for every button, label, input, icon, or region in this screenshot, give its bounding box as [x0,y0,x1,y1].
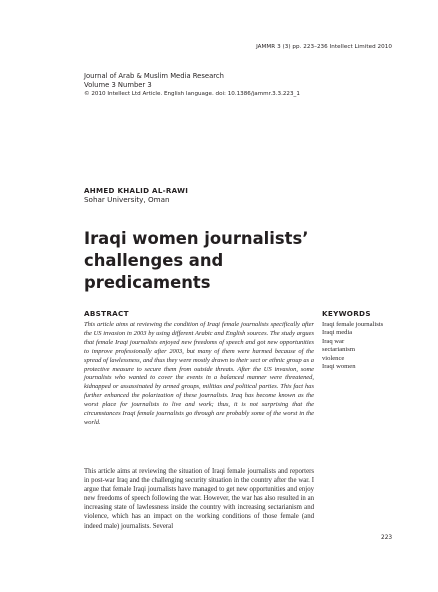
author-affiliation: Sohar University, Oman [84,195,170,204]
journal-volume: Volume 3 Number 3 [84,81,152,90]
keyword-item: Iraqi female journalists [322,321,384,328]
article-title: Iraqi women journalists’ challenges and predicaments [84,229,309,292]
abstract-text: This article aims at reviewing the condition of Iraqi female journalists specifically after the US invasion in 2003 by using different Arabic and English sources. The study argues that female Iraqi journalists enjoyed new freedoms of speech and got new opportunities to improve professionally after 2003, but many of them were harmed because of the spread of lawlessness, and thus they were mostly drawn to their sect or ethnic group as a protective measure to secure them from outside threats. After the US invasion, some journalists who wanted to cover the events in a balanced manner were threatened, kidnapped or assassinated by armed groups, militias and political parties. This fact has further enhanced the polarization of these journalists. Iraq has become known as the worst place for journalists to live and work; thus, it is not surprising that the circumstances Iraqi female journalists go through are probably some of the worst in the world. [84,321,314,426]
keyword-item: Iraqi women [322,363,356,371]
keywords-heading: KEYWORDS [322,309,371,318]
keyword-list [322,321,422,371]
keyword-item: Iraqi media [322,329,353,337]
abstract-section [84,309,314,428]
journal-info [84,72,300,100]
page-number: 223 [381,535,393,541]
author-name: AHMED KHALID AL-RAWI [84,186,189,195]
journal-name: Journal of Arab & Muslim Media Research [84,72,224,80]
journal-reference: JAMMR 3 (3) pp. 223–236 Intellect Limited 2010 [256,44,392,50]
body-paragraph: This article aims at reviewing the situation of Iraqi female journalists and reporters in post-war Iraq and the challenging security situation in the country after the war. I argue that female Iraqi journalists have managed to get new opportunities and enjoy new freedoms of speech following the war. However, the war has also resulted in an increasing state of lawlessness inside the country with increasing sectarianism and violence, which has an impact on the working conditions of those female (and indeed male) journalists. Several [84,468,314,530]
article-doi: © 2010 Intellect Ltd Article. English language. doi: 10.1386/jammr.3.3.223_1 [84,91,300,98]
abstract-heading: ABSTRACT [84,309,129,318]
keyword-item: violence [322,354,345,362]
author-block [84,186,188,204]
keyword-item: sectarianism [322,346,355,354]
keyword-item: Iraq war [322,337,345,345]
keywords-section [322,309,422,371]
